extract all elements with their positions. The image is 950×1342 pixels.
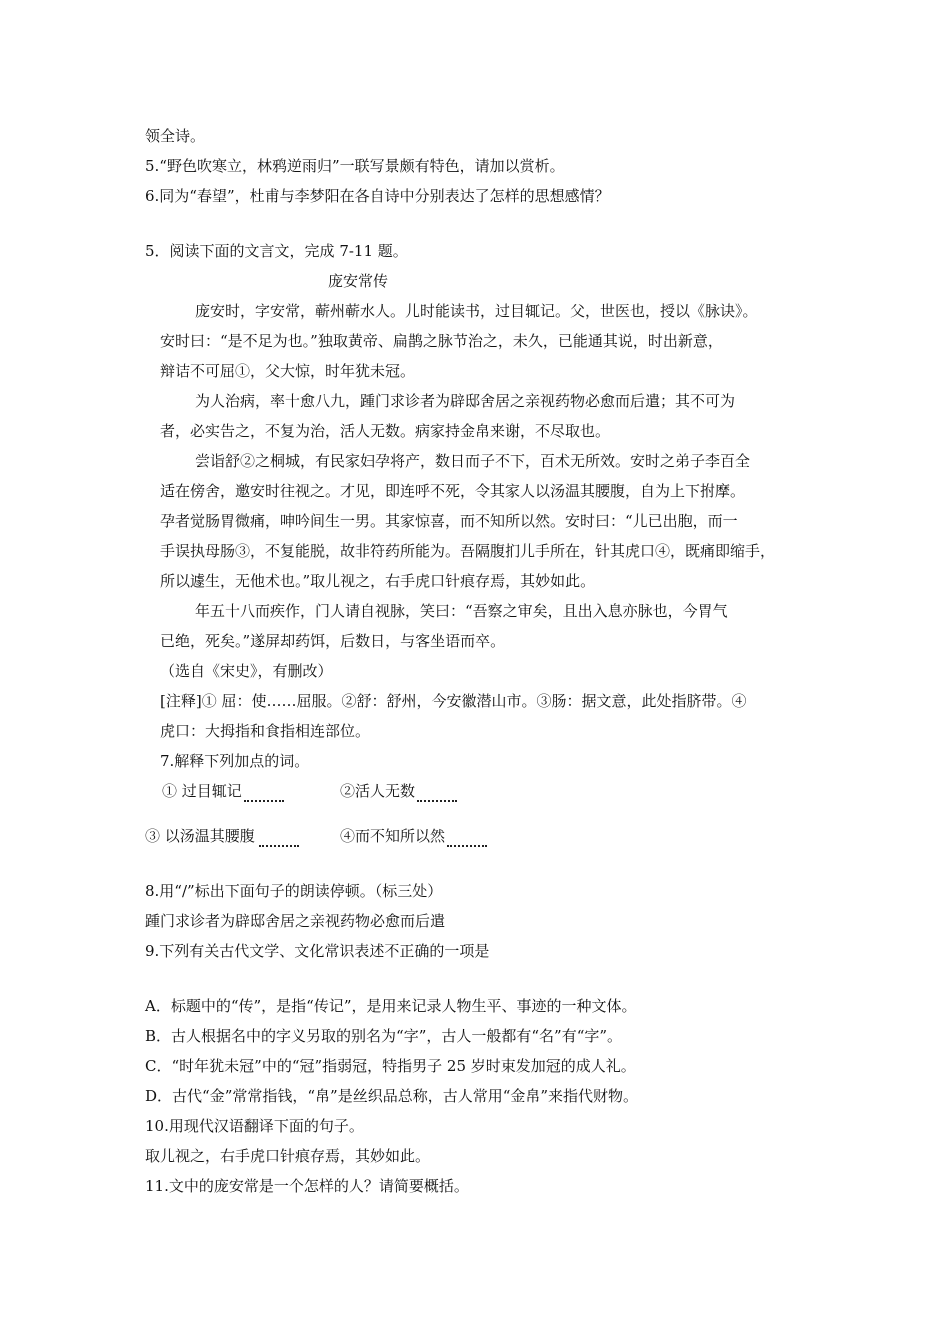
question-7-item-3: [145, 825, 299, 847]
para2-line1: 为人治病，率十愈八九，踵门求诊者为辟邸舍居之亲视药物必愈而后遣；其不可为: [195, 392, 736, 410]
option-a: A．标题中的“传”，是指“传记”，是用来记录人物生平、事迹的一种文体。: [145, 997, 637, 1015]
question-6: 6.同为“春望”，杜甫与李梦阳在各自诗中分别表达了怎样的思想感情？: [145, 187, 610, 205]
section-5-heading: 5．阅读下面的文言文，完成 7-11 题。: [145, 242, 408, 260]
para3-line5: 所以遽生，无他术也。”取儿视之，右手虎口针痕存焉，其妙如此。: [160, 572, 596, 590]
option-c: C．“时年犹未冠”中的“冠”指弱冠，特指男子 25 岁时束发加冠的成人礼。: [145, 1057, 636, 1075]
q7-item-3-text: ③ 以汤温其腰腹: [145, 827, 255, 845]
answer-blank: [244, 788, 284, 802]
answer-blank: [447, 833, 487, 847]
answer-blank: [259, 833, 299, 847]
question-5: 5.“野色吹寒立，林鸦逆雨归”一联写景颇有特色，请加以赏析。: [145, 157, 565, 175]
question-10-sentence: 取儿视之，右手虎口针痕存焉，其妙如此。: [145, 1147, 431, 1165]
para2-line2: 者，必实告之，不复为治，活人无数。病家持金帛来谢，不尽取也。: [160, 422, 611, 440]
para4-line2: 已绝，死矣。”遂屏却药饵，后数日，与客坐语而卒。: [160, 632, 506, 650]
option-d: D．古代“金”常常指钱，“帛”是丝织品总称，古人常用“金帛”来指代财物。: [145, 1087, 639, 1105]
question-10: 10.用现代汉语翻译下面的句子。: [145, 1117, 364, 1135]
para3-line4: 手误执母肠③，不复能脱，故非符药所能为。吾隔腹扪儿手所在，针其虎口④，既痛即缩手，: [160, 542, 776, 560]
answer-blank: [417, 788, 457, 802]
para1-line1: 庞安时，字安常，蕲州蕲水人。儿时能读书，过目辄记。父，世医也，授以《脉诀》。: [195, 302, 758, 320]
para3-line3: 孕者觉肠胃微痛，呻吟间生一男。其家惊喜，而不知所以然。安时曰：“儿已出胞，而一: [160, 512, 738, 530]
para1-line3: 辩诘不可屈①，父大惊，时年犹未冠。: [160, 362, 416, 380]
annotation-line1: [注释]① 屈：使……屈服。②舒：舒州，今安徽潜山市。③肠：据文意，此处指脐带。④: [160, 692, 747, 710]
q7-item-4-text: ④而不知所以然: [340, 827, 446, 845]
option-b: B．古人根据名中的字义另取的别名为“字”，古人一般都有“名”有“字”。: [145, 1027, 623, 1045]
para4-line1: 年五十八而疾作，门人请自视脉，笑曰：“吾察之审矣，且出入息亦脉也，今胃气: [195, 602, 728, 620]
source-note: （选自《宋史》，有删改）: [160, 662, 333, 680]
question-7-item-1: [162, 780, 284, 802]
question-9: 9.下列有关古代文学、文化常识表述不正确的一项是: [145, 942, 490, 960]
q7-item-1-text: ① 过目辄记: [162, 782, 242, 800]
passage-title: 庞安常传: [328, 272, 389, 290]
question-7-item-2: [340, 780, 457, 802]
q7-item-2-text: ②活人无数: [340, 782, 416, 800]
question-7: 7.解释下列加点的词。: [160, 752, 310, 770]
question-11: 11.文中的庞安常是一个怎样的人？请简要概括。: [145, 1177, 469, 1195]
question-8: 8.用“/”标出下面句子的朗读停顿。（标三处）: [145, 882, 443, 900]
para1-line2: 安时曰：“是不足为也。”独取黄帝、扁鹊之脉节治之，未久，已能通其说，时出新意，: [160, 332, 723, 350]
para3-line1: 尝诣舒②之桐城，有民家妇孕将产，数日而子不下，百术无所效。安时之弟子李百全: [195, 452, 751, 470]
para3-line2: 适在傍舍，邀安时往视之。才见，即连呼不死，令其家人以汤温其腰腹，自为上下拊摩。: [160, 482, 746, 500]
annotation-line2: 虎口：大拇指和食指相连部位。: [160, 722, 371, 740]
question-8-sentence: 踵门求诊者为辟邸舍居之亲视药物必愈而后遣: [145, 912, 446, 930]
question-7-item-4: [340, 825, 487, 847]
poem-tail-line: 领全诗。: [145, 127, 206, 145]
